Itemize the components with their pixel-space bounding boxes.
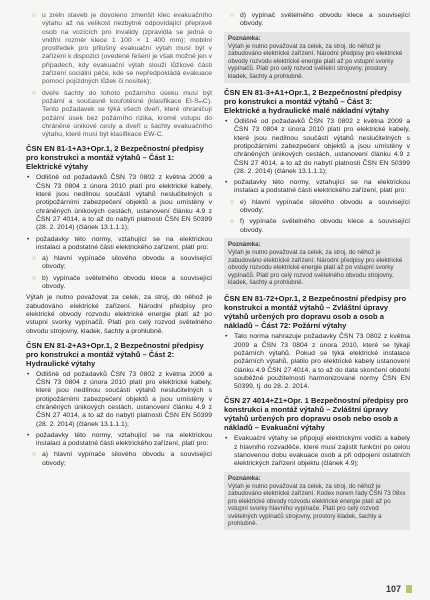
- bullet-icon: •: [27, 370, 30, 378]
- page-number: 107: [385, 584, 401, 594]
- bullet-icon: ○: [32, 12, 37, 19]
- footer-square-icon: [406, 585, 412, 593]
- bullet-icon: ○: [230, 12, 235, 19]
- list-item: • Odlišně od požadavků ČSN 73 0802 z května 2009 a ČSN 73 0804 z února 2010 platí pro elektrické kabely, které jsou nedílnou součástí výtahů neslučitelných s protipožárními zabezpečení objektů a jsou umístěny v chráněných únikových cestách, ustanovení článku 4.9 z ČSN 27 4014, a to až do nabytí platnosti ČSN EN 50399 (28. 2. 2014) (článek 13.1.1.1);: [27, 370, 212, 428]
- note-box: Poznámka: Výtah je nutno považovat za celek, za stroj, do něhož je zabudováno elektrické zařízení. Kodex norem řady ČSN 73 08xx pro elektrické obvody rozvodu elektrické energie platí až po vstupní svorky hlavního vypínače. Platí pro celý rozvod světelných vypínačů strojovny, prostory kladek, šachty a prohlubně.: [224, 472, 410, 531]
- top-bullet-list: [26, 12, 212, 139]
- bullet-icon: •: [27, 431, 30, 439]
- section-heading: ČSN EN 81-2+A3+Opr.1, 2 Bezpečnostní předpisy pro konstrukci a montáž výtahů – Část 2: Hydraulické výtahy: [26, 340, 204, 368]
- bullet-icon: •: [225, 333, 228, 341]
- right-column: [224, 12, 410, 600]
- section-heading: ČSN EN 81-3+A1+Opr.1, 2 Bezpečnostní předpisy pro konstrukci a montáž výtahů – Část 3: Elektrické a hydraulické malé nákladní výtahy: [224, 88, 402, 116]
- bullet-list: [224, 435, 410, 468]
- section-heading: ČSN EN 81-72+Opr.1, 2 Bezpečnostní předpisy pro konstrukci a montáž výtahů – Zvláštní úpravy výtahů určených pro dopravu osob a osob a nákladů – Část 72: Požární výtahy: [224, 294, 407, 331]
- section-heading: ČSN 27 4014+Z1+Opr. 1 Bezpečnostní předpisy pro konstrukci a montáž výtahů – Zvláštní úpravy výtahů určených pro dopravu osob nebo osob a nákladů – Evakuační výtahy: [224, 396, 409, 433]
- section-heading: ČSN EN 81-1+A3+Opr.1, 2 Bezpečnostní předpisy pro konstrukci a montáž výtahů – Část 1: Elektrické výtahy: [26, 144, 204, 172]
- bullet-icon: ○: [32, 255, 37, 263]
- bullet-icon: •: [225, 179, 228, 187]
- bullet-icon: •: [27, 174, 30, 182]
- bullet-list: [26, 371, 212, 468]
- list-item: ○ u zreln staveb je dovoleno zmenšit klec evakuačního výtahu až na velikost nezbytně odpovídající přepravě osob na vozících pro invalidy (zpravidla se jedná o vnitřní rozměr klece 1 100 × 1 400 mm); mobilní prostředek pro přilušný evakuační výtah musí být v zařízení k dispozici (uvedené řešení je však možné jen v případech, kdy evakuační výtah slouží lůžkové části zařízení sociální péče, kde se nepředpokládá evakuace pomocí pojízdných lůžek či nosítek);: [32, 12, 213, 86]
- bullet-list: [224, 12, 410, 29]
- list-item: • požadavky této normy, vztahující se na elektrickou instalaci a podstatné části elektrického zařízení, platí pro:: [27, 431, 212, 448]
- list-item: ○ a) hlavní vypínače silového obvodu a související obvody;: [32, 255, 212, 271]
- bullet-list: [224, 333, 410, 391]
- bullet-icon: ○: [32, 274, 37, 282]
- left-column: [26, 12, 212, 600]
- note-box: Poznámka: Výtah je nutno považovat za celek, za stroj, do něhož je zabudováno elektrické zařízení. Národní předpisy pro elektrické obvody rozvodu elektrické energie platí až po vstupní svorky vypínačů. Platí pro celý rozvod světelného obvodu strojovny, kladek, šachty a prohlubně.: [224, 238, 410, 289]
- bullet-icon: ○: [230, 218, 235, 226]
- bullet-list: [224, 118, 410, 235]
- bullet-icon: •: [225, 118, 228, 126]
- note-box: Poznámka: Výtah je nutno považovat za celek, za stroj, do něhož je zabudováno elektrické zařízení. Národní předpisy pro elektrické obvody rozvodu elektrické energie platí až po vstupní svorky vypínačů. Platí pro celý rozvod světelní strojovny, prostory kladek, šachty a prohlubně.: [224, 32, 410, 83]
- list-item: ○ e) hlavní vypínače silového obvodu a související obvody;: [230, 198, 410, 214]
- bullet-icon: ○: [230, 198, 235, 206]
- list-item: ○ f) vypínače světelného obvodu klece a související obvody.: [230, 218, 410, 234]
- list-item: • Evakuační výtahy se připojují elektrickými vodiči a kabely z hlavního rozvaděče, které musí zajistit funkční po celou stanovenou dobu evakuace osob a při odpojení ostatních elektrických zařízení objektu (článek 4.9);: [225, 435, 410, 468]
- page-footer: [386, 584, 412, 594]
- list-item: ○ a) hlavní vypínače silového obvodu a související obvody;: [32, 451, 212, 467]
- paragraph: Výtah je nutno považovat za celek, za stroj, do něhož je zabudováno elektrické zařízení. Národní předpisy pro elektrické obvody rozvodu elektrické energie platí až po vstupní svorky vypínačů. Platí pro celý rozvod světelného obvodu strojovny, kladek, šachty a prohlubně.: [26, 294, 212, 335]
- bullet-icon: ○: [32, 451, 37, 459]
- list-item: • požadavky této normy, vztahující se na elektrickou instalaci a podstatné části elektrického zařízení, platí pro:: [225, 179, 410, 195]
- bullet-icon: •: [225, 435, 228, 443]
- bullet-icon: •: [27, 235, 30, 243]
- list-item: • Tato norma nahrazuje požadavky ČSN 73 0802 z května 2009 a ČSN 73 0804 z února 2010, které se týkají požárních výtahů. Pokud se týká elektrické instalace požárních výtahů, platilo pro elektrické kabely ustanovení článku 4.9 ČSN 27 4014, a to až do data skončení období souběžné použitelnosti harmonizované normy ČSN EN 50399, tj. do 28. 2. 2014.: [225, 333, 410, 391]
- list-item: ○ dveře šachty do tohoto požárního úseku musí být požární a současně kouřotěsné (klasifikace EI-SₘC). Tento požadavek se týká všech dveří, které ohraničují požární úsek bez požárního rizika, kromě vstupu do chráněné únikové cesty a dveří u šachty evakuačního výtahu, které musí být klasifikace EW-C.: [32, 89, 212, 139]
- list-item: • Odlišně od požadavků ČSN 73 0802 z května 2009 a ČSN 73 0804 z února 2010 platí pro elektrické kabely, které jsou nedílnou součástí výtahů neslučitelných s protipožárními zabezpečení objektů a jsou umístěny v chráněných únikových cestách, ustanovení článku 4.9 z ČSN 27 4014, a to až do nabytí platnosti ČSN EN 50399 (28. 2. 2014) (článek 13.1.1.1);: [225, 118, 410, 175]
- bullet-icon: ○: [32, 89, 37, 97]
- list-item: ○ b) vypínače světelného obvodu klece a související obvody.: [32, 274, 212, 291]
- bullet-list: [26, 174, 212, 291]
- list-item: • Odlišně od požadavků ČSN 73 0802 z května 2009 a ČSN 73 0804 z února 2010 platí pro elektrické kabely, které jsou nedílnou součástí výtahů neslučitelných s protipožárními zabezpečení objektů a jsou umístěny v chráněných únikových cestách, ustanovení článku 4.9 z ČSN 27 4014, a to až do nabytí platnosti ČSN EN 50399 (28. 2. 2014) (článek 13.1.1.1);: [27, 174, 212, 232]
- list-item: • požadavky této normy, vztahující se na elektrickou instalaci a podstatné části elektrického zařízení, platí pro:: [27, 235, 212, 251]
- list-item: ○ d) vypínač světelného obvodu klece a související obvody.: [230, 12, 410, 28]
